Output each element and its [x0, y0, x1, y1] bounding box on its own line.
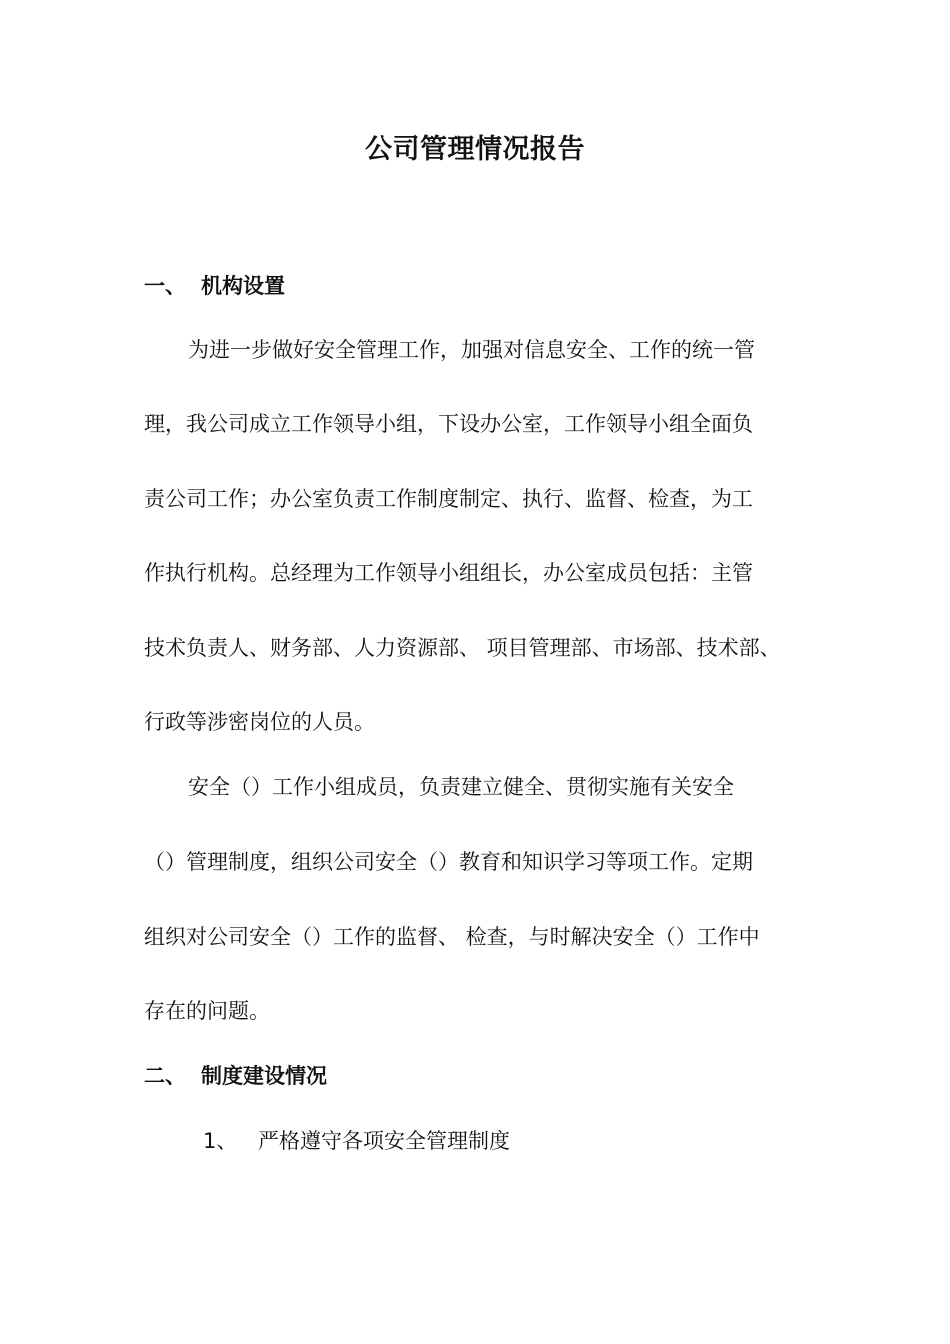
- list-item-number: 1、: [203, 1129, 238, 1153]
- paragraph-line: 理，我公司成立工作领导小组，下设办公室，工作领导小组全面负: [144, 412, 753, 436]
- section-number: 一、: [144, 274, 186, 298]
- section-title: 机构设置: [201, 274, 285, 298]
- paragraph-line: 安全（）工作小组成员，负责建立健全、贯彻实施有关安全: [188, 775, 734, 799]
- document-title: 公司管理情况报告: [365, 134, 585, 165]
- paragraph-line: 存在的问题。: [144, 999, 270, 1023]
- paragraph-line: 作执行机构。总经理为工作领导小组组长，办公室成员包括：主管: [144, 561, 753, 585]
- section-number: 二、: [144, 1064, 186, 1088]
- paragraph-line: 技术负责人、财务部、人力资源部、 项目管理部、市场部、技术部、: [144, 636, 781, 660]
- paragraph-line: 为进一步做好安全管理工作，加强对信息安全、工作的统一管: [188, 338, 755, 362]
- paragraph-line: 组织对公司安全（）工作的监督、 检查，与时解决安全（）工作中: [144, 925, 760, 949]
- section-title: 制度建设情况: [201, 1064, 327, 1088]
- list-item: [203, 1126, 510, 1156]
- paragraph-line: （）管理制度，组织公司安全（）教育和知识学习等项工作。定期: [144, 850, 753, 874]
- list-item-text: 严格遵守各项安全管理制度: [258, 1129, 510, 1153]
- paragraph-line: 行政等涉密岗位的人员。: [144, 710, 375, 734]
- section-heading-2: [144, 1061, 327, 1091]
- section-heading-1: [144, 271, 285, 301]
- paragraph-line: 责公司工作；办公室负责工作制度制定、执行、监督、检查，为工: [144, 487, 753, 511]
